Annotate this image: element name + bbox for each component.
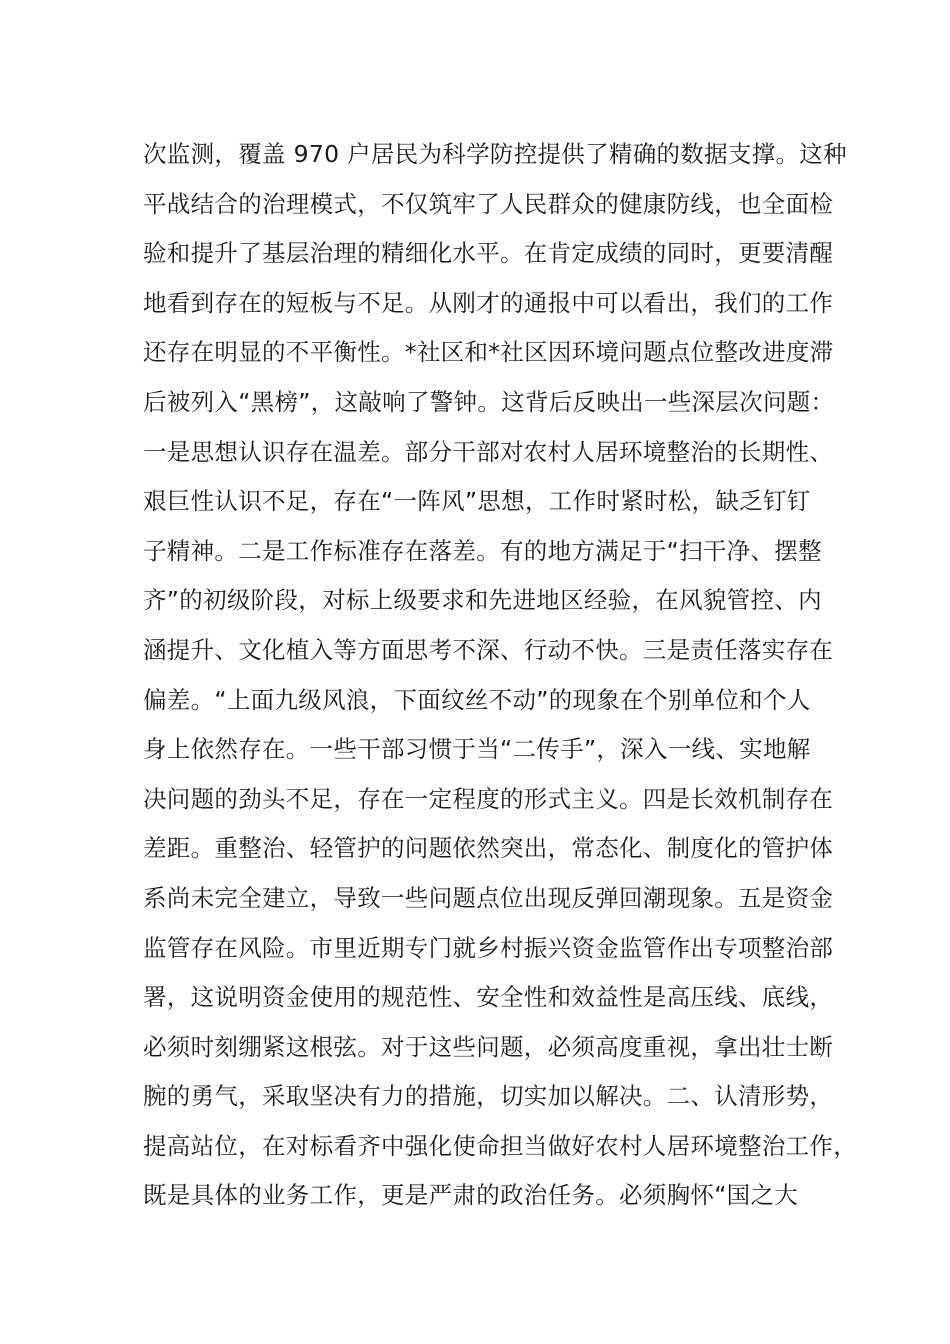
text-line: 齐”的初级阶段，对标上级要求和先进地区经验，在风貌管控、内 bbox=[143, 586, 822, 615]
text-line: 涵提升、文化植入等方面思考不深、行动不快。三是责任落实存在 bbox=[143, 635, 834, 664]
text-line: 后被列入“黑榜”，这敲响了警钟。这背后反映出一些深层次问题： bbox=[143, 387, 835, 416]
text-line: 系尚未完全建立，导致一些问题点位出现反弹回潮现象。五是资金 bbox=[143, 883, 834, 912]
text-line: 艰巨性认识不足，存在“一阵风”思想，工作时紧时松，缺乏钉钉 bbox=[143, 487, 811, 516]
text-line: 署，这说明资金使用的规范性、安全性和效益性是高压线、底线， bbox=[143, 983, 834, 1012]
text-line: 腕的勇气，采取坚决有力的措施，切实加以解决。二、认清形势， bbox=[143, 1082, 834, 1111]
text-line: 一是思想认识存在温差。部分干部对农村人居环境整治的长期性、 bbox=[143, 437, 834, 466]
text-line: 监管存在风险。市里近期专门就乡村振兴资金监管作出专项整治部 bbox=[143, 933, 834, 962]
text-line: 既是具体的业务工作，更是严肃的政治任务。必须胸怀“国之大 bbox=[143, 1181, 799, 1210]
text-line: 提高站位，在对标看齐中强化使命担当做好农村人居环境整治工作， bbox=[143, 1131, 857, 1160]
body-text bbox=[143, 134, 857, 1225]
text-line: 平战结合的治理模式，不仅筑牢了人民群众的健康防线，也全面检 bbox=[143, 189, 834, 218]
text-line: 次监测，覆盖 970 户居民为科学防控提供了精确的数据支撑。这种 bbox=[143, 140, 847, 168]
text-line: 必须时刻绷紧这根弦。对于这些问题，必须高度重视，拿出壮士断 bbox=[143, 1032, 834, 1061]
text-line: 决问题的劲头不足，存在一定程度的形式主义。四是长效机制存在 bbox=[143, 784, 834, 813]
text-line: 地看到存在的短板与不足。从刚才的通报中可以看出，我们的工作 bbox=[143, 288, 834, 317]
text-line: 还存在明显的不平衡性。*社区和*社区因环境问题点位整改进度滞 bbox=[143, 338, 834, 367]
text-line: 偏差。“上面九级风浪，下面纹丝不动”的现象在个别单位和个人 bbox=[143, 685, 811, 714]
text-line: 验和提升了基层治理的精细化水平。在肯定成绩的同时，更要清醒 bbox=[143, 239, 834, 268]
text-line: 身上依然存在。一些干部习惯于当“二传手”，深入一线、实地解 bbox=[143, 735, 811, 764]
text-line: 差距。重整治、轻管护的问题依然突出，常态化、制度化的管护体 bbox=[143, 834, 834, 863]
text-line: 子精神。二是工作标准存在落差。有的地方满足于“扫干净、摆整 bbox=[143, 536, 822, 565]
